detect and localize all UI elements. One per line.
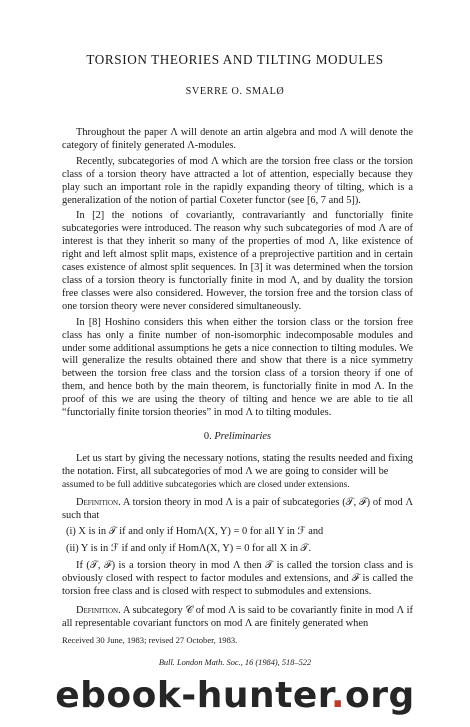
section-heading	[62, 431, 413, 444]
paper-body	[62, 127, 413, 634]
section-number: 0.	[203, 430, 212, 442]
definition-label: Definition.	[76, 605, 121, 616]
paragraph: In [2] the notions of covariantly, contravariantly and functorially finite subcategories were introduced. The reason why such subcategories of mod Λ are of interest is that they inherit so many of the properties of mod Λ, like existence of right and left almost split maps, existence of a preprojective partition and in certain cases existence of almost split sequences. In [3] it was determined when the torsion class of a torsion theory is functorially finite in mod Λ, and by duality the torsion free classes were also considered. However, the torsion free and the torsion class of one torsion theory were never considered simultaneously.	[62, 210, 413, 312]
paragraph: If (𝒯, ℱ) is a torsion theory in mod Λ then 𝒯 is called the torsion class and is obviously closed with respect to factor modules and extensions, and ℱ is called the torsion free class and is closed with respect to submodules and extensions.	[62, 560, 413, 598]
watermark-text: org	[345, 675, 415, 716]
paragraph: Let us start by giving the necessary notions, stating the results needed and fixing the notation. First, all subcategories of mod Λ we are going to consider will be	[62, 452, 413, 477]
received-footnote: Received 30 June, 1983; revised 27 October, 1983.	[62, 635, 238, 645]
definition-text: A subcategory 𝒞 of mod Λ is said to be covariantly finite in mod Λ if all representable covariant functors on mod Λ are finitely generated when	[62, 605, 413, 629]
definition	[62, 497, 413, 523]
definition-item: (i) X is in 𝒯 if and only if HomΛ(X, Y) = 0 for all Y in ℱ and	[66, 526, 324, 538]
paper-title: TORSION THEORIES AND TILTING MODULES	[86, 52, 384, 67]
section-title: Preliminaries	[214, 430, 272, 442]
paragraph-continuation: assumed to be full additive subcategories which are closed under extensions.	[62, 479, 350, 490]
paragraph: Recently, subcategories of mod Λ which are the torsion free class or the torsion class of a torsion theory have attracted a lot of attention, especially because they play such an important role in the rapidly expanding theory of tilting, which is a generalization of the notion of partial Coxeter functor (see [6, 7 and 5]).	[62, 155, 413, 206]
definition-label: Definition.	[76, 496, 121, 508]
author-name: SVERRE O. SMALØ	[185, 86, 285, 97]
watermark-text: ebook-hunter	[55, 675, 331, 716]
definition	[62, 605, 413, 631]
watermark-dot: .	[330, 675, 346, 716]
watermark-logo	[0, 675, 470, 716]
paragraph: In [8] Hoshino considers this when either the torsion class or the torsion free class has only a finite number of non-isomorphic indecomposable modules and under some additional assumptions he gets a nice connection to tilting modules. We will generalize the results obtained there and show that there is a nice symmetry between the torsion free class and the torsion class of a torsion theory if one of them, and hence both by the main theorem, is functorially finite in mod Λ. In the proof of this we are using the theory of tilting and hence we are able to tie all “functorially finite torsion theories” in mod Λ to tilting modules.	[62, 316, 413, 419]
paragraph: Throughout the paper Λ will denote an artin algebra and mod Λ will denote the category of finitely generated Λ-modules.	[62, 127, 413, 151]
definition-text: A torsion theory in mod Λ is a pair of subcategories (𝒯, ℱ) of mod Λ such that	[62, 496, 413, 521]
journal-citation: Bull. London Math. Soc., 16 (1984), 518–522	[158, 658, 312, 667]
definition-item: (ii) Y is in ℱ if and only if HomΛ(X, Y) = 0 for all X in 𝒯.	[66, 543, 312, 555]
